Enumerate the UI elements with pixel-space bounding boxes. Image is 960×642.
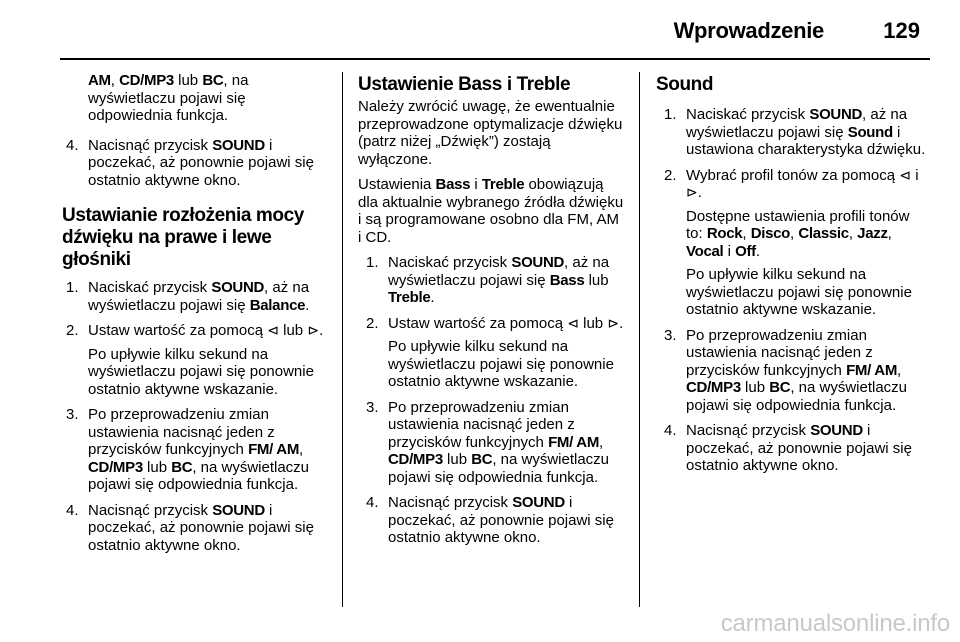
column-2 xyxy=(358,72,626,555)
key-am: AM xyxy=(88,72,111,89)
profile-vocal: Vocal xyxy=(686,242,724,260)
arrow-right-icon: ⊳ xyxy=(307,322,320,338)
text: i poczekać, aż ponownie pojawi się ostatnio aktywne okno. xyxy=(88,501,314,554)
step-list xyxy=(62,279,330,554)
paragraph xyxy=(358,176,626,246)
text: Naciskać przycisk xyxy=(388,254,512,271)
text: , xyxy=(599,433,604,451)
text: , xyxy=(110,72,120,89)
key-cd-mp3: CD/MP3 xyxy=(119,72,174,89)
profile-jazz: Jazz xyxy=(857,225,888,242)
arrow-right-icon: ⊳ xyxy=(607,314,620,331)
list-item xyxy=(62,406,330,494)
text: , xyxy=(742,225,751,242)
continuation-text xyxy=(88,72,330,125)
text: i xyxy=(911,166,919,184)
item-number: 1. xyxy=(664,106,677,123)
list-item xyxy=(62,322,330,398)
key-bc: BC xyxy=(202,72,224,89)
profile-disco: Disco xyxy=(750,225,791,242)
key-fm-am: FM/ AM xyxy=(846,361,898,379)
key-sound: SOUND xyxy=(212,501,265,519)
text: Nacisnąć przycisk xyxy=(686,422,811,439)
watermark: carmanualsonline.info xyxy=(720,610,950,637)
text: , xyxy=(897,361,902,379)
text: i xyxy=(723,242,736,260)
paragraph: Należy zwrócić uwagę, że ewentualnie przeprowadzone optymalizacje dźwięku (patrz niżej „Dźwięk”) zostają wyłączone. xyxy=(358,98,623,168)
text: , na wyświetlaczu pojawi się odpowiednia funkcja. xyxy=(88,458,310,493)
text: lub xyxy=(442,451,472,468)
text: . xyxy=(755,242,761,260)
text: lub xyxy=(584,271,609,289)
key-fm-am: FM/ AM xyxy=(248,441,300,458)
list-item xyxy=(362,254,626,307)
list-item xyxy=(62,137,330,190)
text: , na wyświetlaczu pojawi się odpowiednia funkcja. xyxy=(88,72,249,124)
key-bc: BC xyxy=(769,379,791,396)
key-sound: SOUND xyxy=(511,254,565,271)
text: Naciskać przycisk xyxy=(88,279,212,296)
text: i poczekać, aż ponownie pojawi się ostatnio aktywne okno. xyxy=(686,422,912,474)
arrow-left-icon: ⊲ xyxy=(267,322,279,338)
key-bass: Bass xyxy=(549,271,585,289)
key-balance: Balance xyxy=(249,296,306,314)
sub-paragraph xyxy=(686,208,928,261)
column-1 xyxy=(62,72,330,562)
list-item xyxy=(660,327,928,415)
key-treble: Treble xyxy=(388,289,431,306)
key-bc: BC xyxy=(171,458,193,476)
text: lub xyxy=(578,314,608,332)
item-number: 4. xyxy=(366,494,379,511)
text: , xyxy=(299,441,304,458)
list-item xyxy=(62,502,330,555)
text: . xyxy=(430,289,435,306)
text: , xyxy=(848,225,858,242)
text: . xyxy=(305,296,310,314)
text: . xyxy=(319,322,324,339)
text: . xyxy=(697,184,702,201)
key-treble: Treble xyxy=(481,176,525,193)
header-title: Wprowadzenie xyxy=(673,18,824,43)
profile-classic: Classic xyxy=(798,225,849,242)
column-divider xyxy=(639,72,640,607)
profile-rock: Rock xyxy=(706,225,743,242)
arrow-left-icon: ⊲ xyxy=(567,314,579,331)
step-list xyxy=(362,254,626,547)
list-item xyxy=(62,279,330,314)
sub-paragraph: Po upływie kilku sekund na wyświetlaczu pojawi się ponownie ostatnio aktywne wskazanie. xyxy=(88,345,314,398)
text: Ustaw wartość za pomocą xyxy=(88,322,268,339)
text: , xyxy=(887,225,892,242)
list-item xyxy=(660,106,928,159)
key-sound-menu: Sound xyxy=(847,123,893,141)
text: Po przeprowadzeniu zmian ustawienia nacisnąć jeden z przycisków funkcyjnych xyxy=(88,406,275,458)
list-item xyxy=(362,399,626,487)
item-number: 2. xyxy=(366,314,379,332)
text: i poczekać, aż ponownie pojawi się ostatnio aktywne okno. xyxy=(88,136,314,189)
text: , xyxy=(790,225,799,242)
text: , na wyświetlaczu pojawi się odpowiednia funkcja. xyxy=(388,451,610,486)
item-number: 3. xyxy=(366,398,379,416)
arrow-right-icon: ⊳ xyxy=(686,184,698,200)
section-heading-balance: Ustawianie rozłożenia mocy dźwięku na prawe i lewe głośniki xyxy=(62,205,304,270)
section-heading-sound: Sound xyxy=(656,74,714,95)
key-bc: BC xyxy=(471,451,493,468)
key-sound: SOUND xyxy=(810,422,863,439)
item-number: 3. xyxy=(664,326,677,344)
text: Nacisnąć przycisk xyxy=(88,501,213,519)
key-cd-mp3: CD/MP3 xyxy=(686,379,741,396)
item-number: 3. xyxy=(66,406,79,423)
key-cd-mp3: CD/MP3 xyxy=(388,451,443,468)
key-sound: SOUND xyxy=(512,494,565,511)
column-divider xyxy=(342,72,343,607)
column-3 xyxy=(656,72,928,483)
key-sound: SOUND xyxy=(212,136,265,154)
step-list xyxy=(660,106,928,475)
page-number: 129 xyxy=(883,18,920,43)
header-rule xyxy=(60,58,930,60)
item-number: 2. xyxy=(66,322,79,339)
key-fm-am: FM/ AM xyxy=(548,433,600,451)
text: , aż na wyświetlaczu pojawi się xyxy=(388,254,610,289)
text: obowiązują dla aktualnie wybranego źródła dźwięku i są programowane osobno dla FM, AM i CD. xyxy=(358,176,624,246)
item-number: 2. xyxy=(664,166,677,184)
text: i ustawiona charakterystyka dźwięku. xyxy=(686,123,926,158)
text: lub xyxy=(142,458,172,476)
item-number: 1. xyxy=(366,254,379,271)
text: Wybrać profil tonów za pomocą xyxy=(686,166,900,184)
text: Naciskać przycisk xyxy=(686,106,810,123)
text: Nacisnąć przycisk xyxy=(88,136,213,154)
text: Dostępne ustawienia profili tonów to: xyxy=(686,207,910,242)
text: Po przeprowadzeniu zmian ustawienia nacisnąć jeden z przycisków funkcyjnych xyxy=(686,326,873,379)
list-item xyxy=(362,494,626,547)
section-heading-bass-treble: Ustawienie Bass i Treble xyxy=(358,74,571,95)
text: Nacisnąć przycisk xyxy=(388,494,513,511)
text: i poczekać, aż ponownie pojawi się ostatnio aktywne okno. xyxy=(388,494,614,546)
sub-paragraph: Po upływie kilku sekund na wyświetlaczu pojawi się ponownie ostatnio aktywne wskazanie. xyxy=(686,266,912,318)
text: lub xyxy=(278,322,308,339)
item-number: 4. xyxy=(66,136,79,154)
key-sound: SOUND xyxy=(211,279,265,296)
profile-off: Off xyxy=(735,242,756,260)
text: Ustawienia xyxy=(358,176,436,193)
text: lub xyxy=(173,72,203,89)
text: , aż na wyświetlaczu pojawi się xyxy=(88,279,310,314)
sub-paragraph: Po upływie kilku sekund na wyświetlaczu pojawi się ponownie ostatnio aktywne wskazanie. xyxy=(388,338,614,390)
key-bass: Bass xyxy=(435,176,471,193)
list-item xyxy=(660,167,928,319)
key-sound: SOUND xyxy=(809,106,863,123)
text: , aż na wyświetlaczu pojawi się xyxy=(686,106,908,141)
list-item xyxy=(362,315,626,391)
item-number: 4. xyxy=(66,501,79,519)
list-item xyxy=(660,422,928,475)
text: lub xyxy=(740,379,770,396)
text: Po przeprowadzeniu zmian ustawienia nacisnąć jeden z przycisków funkcyjnych xyxy=(388,398,575,451)
item-number: 1. xyxy=(66,279,79,296)
arrow-left-icon: ⊲ xyxy=(899,166,912,183)
key-cd-mp3: CD/MP3 xyxy=(88,458,143,476)
text: Ustaw wartość za pomocą xyxy=(388,314,568,332)
item-number: 4. xyxy=(664,422,677,439)
text: , na wyświetlaczu pojawi się odpowiednia funkcja. xyxy=(686,379,908,414)
text: i xyxy=(470,176,482,193)
step-list xyxy=(62,137,330,190)
text: . xyxy=(619,314,624,332)
